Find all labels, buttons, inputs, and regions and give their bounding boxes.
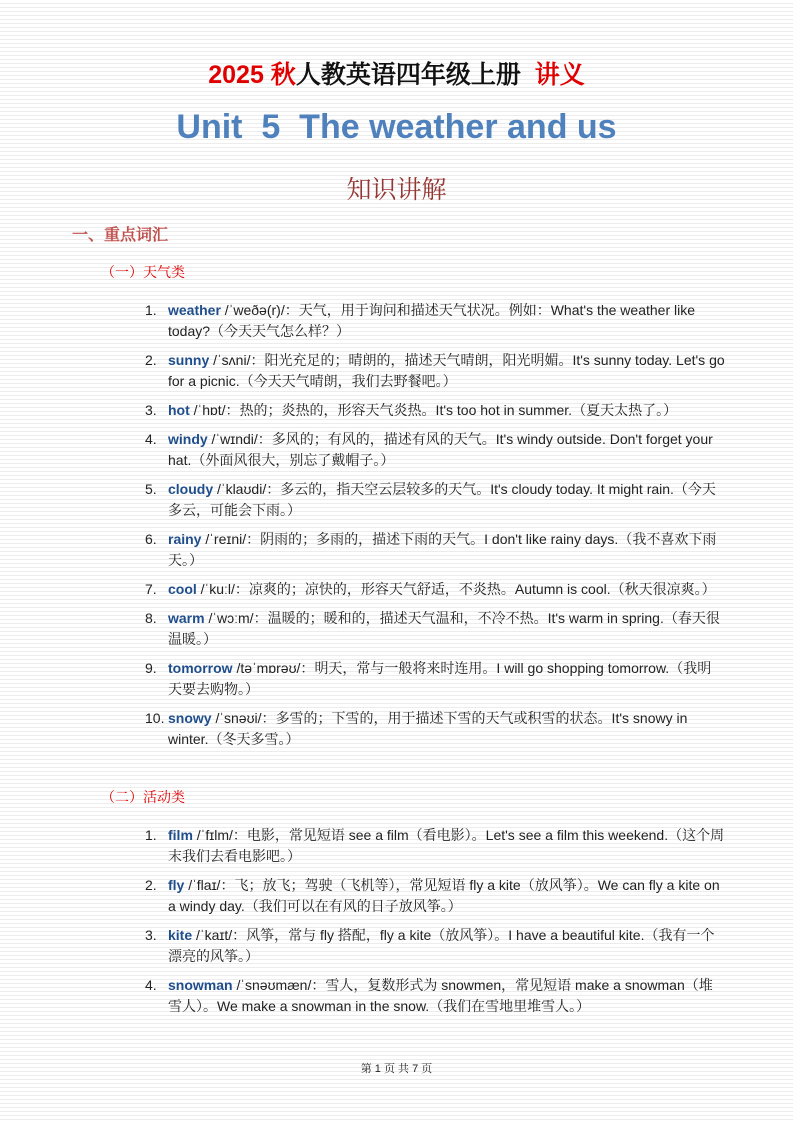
vocab-item (145, 400, 725, 421)
title-tail: 讲义 (534, 61, 585, 89)
phonetic: /ˈkaɪt/： (192, 927, 247, 943)
phonetic: /ˈhɒt/： (189, 402, 240, 418)
definition: 多云的，指天空云层较多的天气。It's cloudy today. It might rain.（今天多云，可能会下雨。） (168, 481, 716, 518)
phonetic: /ˈsʌni/： (209, 352, 265, 368)
vocab-word: film (168, 827, 193, 843)
vocab-item (145, 658, 725, 700)
item-number: 1. (145, 827, 157, 843)
section-heading-vocabulary: 一、重点词汇 (72, 227, 169, 244)
phonetic: /ˈweðə(r)/： (220, 302, 299, 318)
title-main: 人教英语四年级上册 (295, 61, 521, 89)
weather-word-list (145, 300, 725, 758)
item-number: 7. (145, 581, 157, 597)
vocab-word: snowy (168, 710, 212, 726)
item-number: 4. (145, 977, 157, 993)
unit-title: Unit 5 The weather and us (176, 108, 617, 146)
phonetic: /ˈsnəʊi/： (211, 710, 276, 726)
phonetic: /ˈwɪndi/： (207, 431, 272, 447)
group-heading-weather: （一）天气类 (101, 264, 185, 280)
definition: 阴雨的；多雨的，描述下雨的天气。I don't like rainy days.（我不喜欢下雨天。） (168, 531, 717, 568)
vocab-word: fly (168, 877, 185, 893)
definition: 明天，常与一般将来时连用。I will go shopping tomorrow.（我明天要去购物。） (168, 660, 712, 697)
title-year: 2025 秋 (208, 61, 296, 89)
group-heading-activity: （二）活动类 (101, 789, 185, 805)
document-title (0, 55, 793, 91)
vocab-word: warm (168, 610, 205, 626)
phonetic: /ˈreɪni/： (201, 531, 261, 547)
definition: 天气，用于询问和描述天气状况。例如：What's the weather like today?（今天天气怎么样？） (168, 302, 696, 339)
item-number: 8. (145, 610, 157, 626)
definition: 多风的；有风的，描述有风的天气。It's windy outside. Don't forget your hat.（外面风很大，别忘了戴帽子。） (168, 431, 713, 468)
phonetic: /ˈfɪlm/： (192, 827, 247, 843)
phonetic: /təˈmɒrəʊ/： (232, 660, 315, 676)
vocab-word: tomorrow (168, 660, 233, 676)
definition: 风筝，常与 fly 搭配，fly a kite（放风筝）。I have a beautiful kite.（我有一个漂亮的风筝。） (168, 927, 715, 964)
vocab-item (145, 708, 725, 750)
vocab-word: snowman (168, 977, 233, 993)
definition: 阳光充足的；晴朗的，描述天气晴朗，阳光明媚。It's sunny today. Let's go for a picnic.（今天天气晴朗，我们去野餐吧。） (168, 352, 725, 389)
phonetic: /ˈflaɪ/： (184, 877, 235, 893)
vocab-word: cool (168, 581, 197, 597)
vocab-item (145, 350, 725, 392)
definition: 温暖的；暖和的，描述天气温和，不冷不热。It's warm in spring.（春天很温暖。） (168, 610, 720, 647)
item-number: 10. (145, 710, 165, 726)
vocab-item (145, 579, 725, 600)
item-number: 2. (145, 877, 157, 893)
vocab-word: windy (168, 431, 208, 447)
vocab-word: rainy (168, 531, 202, 547)
activity-word-list (145, 825, 725, 1025)
vocab-word: kite (168, 927, 193, 943)
vocab-item (145, 479, 725, 521)
vocab-word: cloudy (168, 481, 214, 497)
item-number: 5. (145, 481, 157, 497)
definition: 电影，常见短语 see a film（看电影）。Let's see a film this weekend.（这个周末我们去看电影吧。） (168, 827, 725, 864)
definition: 雪人，复数形式为 snowmen，常见短语 make a snowman（堆雪人）。We make a snowman in the snow.（我们在雪地里堆雪人。） (168, 977, 713, 1014)
vocab-item (145, 825, 725, 867)
vocab-item (145, 975, 725, 1017)
item-number: 3. (145, 927, 157, 943)
item-number: 4. (145, 431, 157, 447)
definition: 多雪的；下雪的，用于描述下雪的天气或积雪的状态。It's snowy in winter.（冬天多雪。） (168, 710, 688, 747)
vocab-word: hot (168, 402, 190, 418)
subtitle: 知识讲解 (346, 175, 447, 204)
page-footer: 第 1 页 共 7 页 (360, 1063, 433, 1075)
vocab-item (145, 529, 725, 571)
vocab-item (145, 300, 725, 342)
phonetic: /ˈkuːl/： (196, 581, 249, 597)
phonetic: /ˈwɔːm/： (204, 610, 268, 626)
phonetic: /ˈklaʊdi/： (213, 481, 281, 497)
definition: 热的；炎热的，形容天气炎热。It's too hot in summer.（夏天太热了。） (239, 402, 678, 418)
item-number: 2. (145, 352, 157, 368)
vocab-item (145, 429, 725, 471)
vocab-word: sunny (168, 352, 210, 368)
definition: 飞；放飞；驾驶（飞机等），常见短语 fly a kite（放风筝）。We can fly a kite on a windy day.（我们可以在有风的日子放风筝。） (168, 877, 720, 914)
vocab-item (145, 875, 725, 917)
item-number: 1. (145, 302, 157, 318)
item-number: 3. (145, 402, 157, 418)
item-number: 9. (145, 660, 157, 676)
definition: 凉爽的；凉快的，形容天气舒适，不炎热。Autumn is cool.（秋天很凉爽。） (248, 581, 716, 597)
vocab-item (145, 608, 725, 650)
vocab-word: weather (168, 302, 221, 318)
phonetic: /ˈsnəʊmæn/： (232, 977, 326, 993)
item-number: 6. (145, 531, 157, 547)
vocab-item (145, 925, 725, 967)
